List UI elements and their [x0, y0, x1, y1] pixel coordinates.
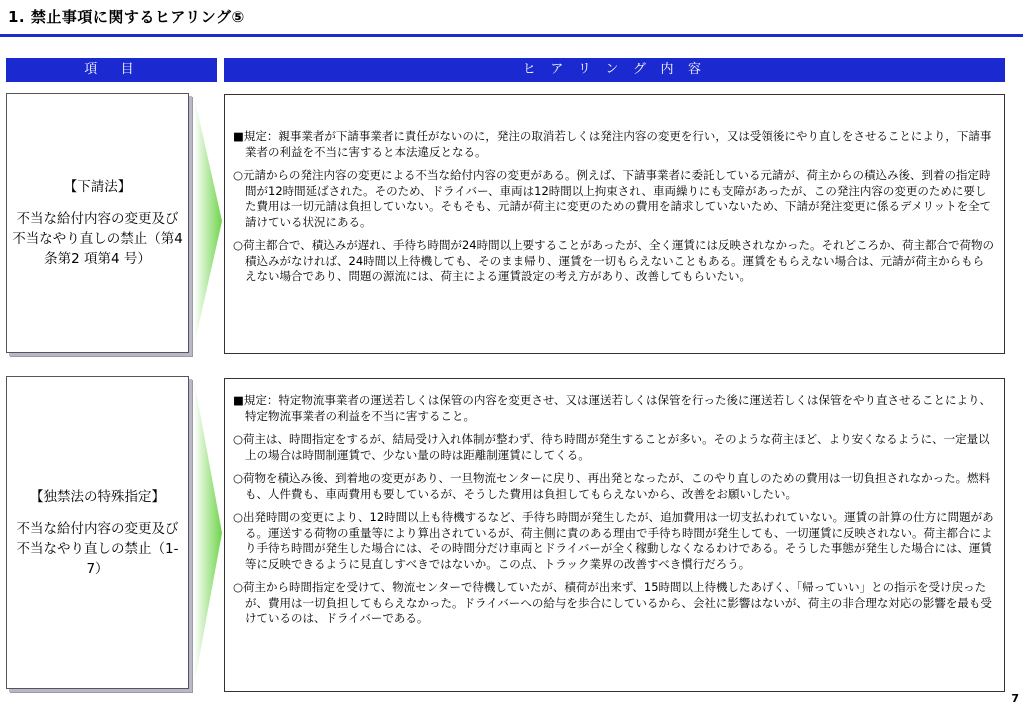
- section-1-arrow-icon: [194, 96, 222, 346]
- section-2-paragraph: ○荷主は、時間指定をするが、結局受け入れ体制が整わず、待ち時間が発生することが多い。そのような荷主ほど、より安くなるように、一定量以上の場合は時間制運賃で、少ない量の時は距離制運賃にしてくる。: [233, 432, 990, 462]
- section-1-content-box: [224, 94, 1005, 354]
- header-content: ヒ ア リ ン グ 内 容: [224, 58, 1005, 82]
- header-item: 項 目: [6, 58, 217, 82]
- title-rule: [0, 34, 1023, 37]
- section-2-paragraph: ○荷物を積込み後、到着地の変更があり、一旦物流センターに戻り、再出発となったが、このやり直しのための費用は一切負担されなかった。燃料も、人件費も、車両費用も要しているが、そうした費用は負担してもらえないから、改善をお願いしたい。: [233, 471, 991, 501]
- section-1-description: 不当な給付内容の変更及び不当なやり直しの禁止（第4 条第2 項第4 号）: [12, 211, 183, 267]
- section-2-description: 不当な給付内容の変更及び不当なやり直しの禁止（1-7）: [16, 520, 179, 577]
- section-2-label-box: [6, 376, 189, 689]
- section-1-paragraph: ○荷主都合で、積込みが遅れ、手待ち時間が24時間以上要することがあったが、全く運賃には反映されなかった。それどころか、荷主都合で荷物の積込みがなければ、24時間以上待機しても、そのまま帰り、運賃を一切もらえないこともある。運賃をもらえない場合は、元請が荷主からもらえない場合であり、問題の源流には、荷主による運賃設定の考え方があり、改善してもらいたい。: [233, 238, 995, 283]
- section-2-paragraph: ○荷主から時間指定を受けて、物流センターで待機していたが、積荷が出来ず、15時間以上待機したあげく、「帰っていい」との指示を受け戻ったが、費用は一切負担してもらえなかった。ドライバーへの給与を歩合にしているから、会社に影響はないが、荷主の非合理な対応の影響を最も受けているのは、ドライバーである。: [233, 580, 992, 625]
- page-number: 7: [1011, 692, 1019, 705]
- section-1-paragraph: ○元請からの発注内容の変更による不当な給付内容の変更がある。例えば、下請事業者に委託している元請が、荷主からの積込み後、到着の指定時間が12時間延ばされた。そのため、ドライバー、車両は12時間以上拘束され、車両繰りにも支障があったが、この発注内容の変更のために要した費用は一切元請は負担していない。そもそも、元請が荷主に変更のための費用を請求していないため、下請が発注変更に係るデメリットを全て請けている状況にある。: [233, 168, 992, 229]
- section-1-law: 【下請法】: [63, 179, 132, 195]
- page-title: 1. 禁止事項に関するヒアリング⑤: [8, 8, 245, 26]
- section-2-paragraph: ■規定：特定物流事業者の運送若しくは保管の内容を変更させ、又は運送若しくは保管を行った後に運送若しくは保管をやり直させることにより、特定物流事業者の利益を不当に害すること。: [233, 393, 992, 423]
- section-2-law: 【独禁法の特殊指定】: [30, 488, 165, 505]
- section-1-paragraph: ■規定：親事業者が下請事業者に責任がないのに，発注の取消若しくは発注内容の変更を行い，又は受領後にやり直しをさせることにより，下請事業者の利益を不当に害すると本法違反となる。: [233, 129, 992, 159]
- section-1-label-box: [6, 93, 189, 353]
- section-2-content-box: [224, 378, 1005, 692]
- section-2-arrow-icon: [194, 380, 222, 686]
- section-2-paragraph: ○出発時間の変更により、12時間以上も待機するなど、手待ち時間が発生したが、追加費用は一切支払われていない。運賃の計算の仕方に問題がある。運送する荷物の重量等により算出されているが、荷主側に責のある理由で手待ち時間が発生しても、一切運賃に反映されない。荷主都合により手待ち時間が発生した場合には、その時間分だけ車両とドライバーが全く稼動しなくなるわけである。そうした事態が発生した場合には、運賃等に反映できるように見直しすべきではないか。この点、トラック業界の改善すべき慣行だろう。: [233, 510, 994, 571]
